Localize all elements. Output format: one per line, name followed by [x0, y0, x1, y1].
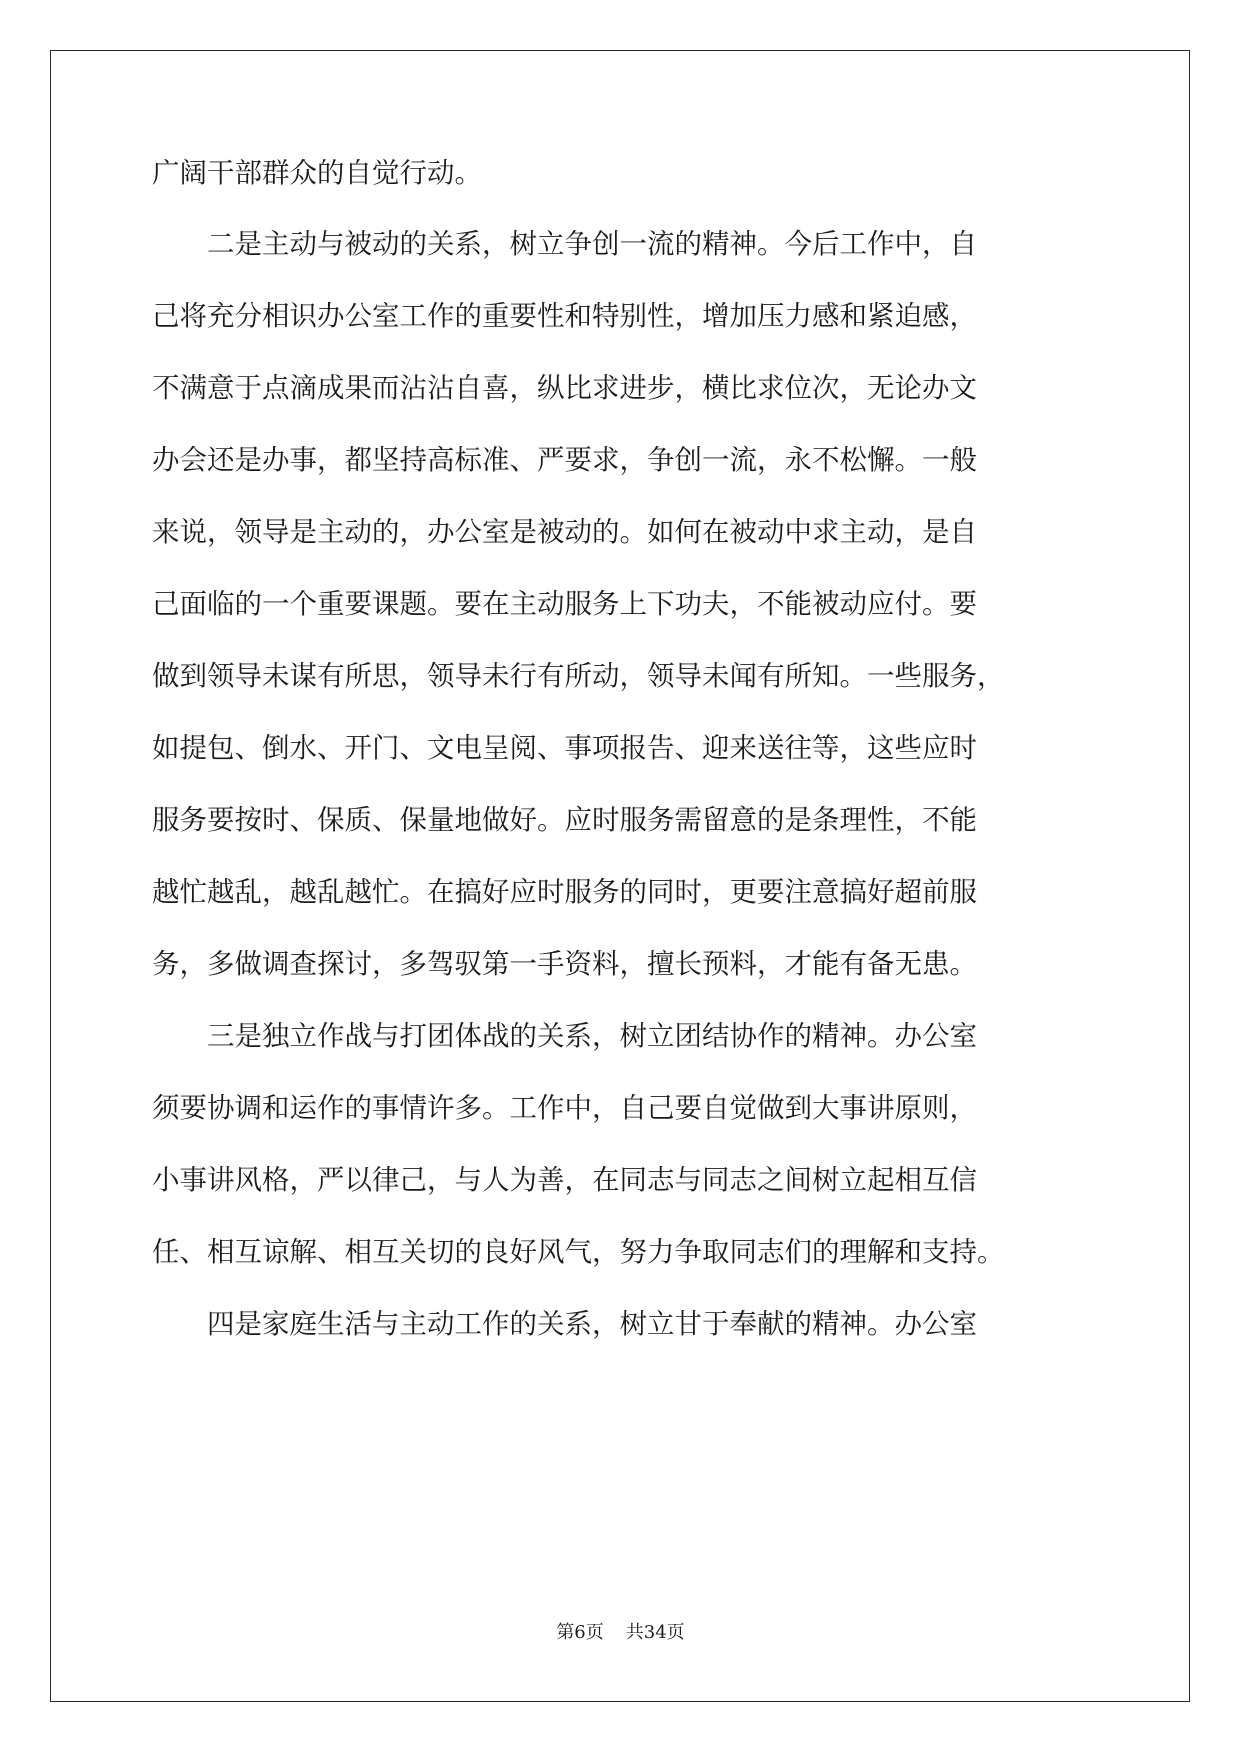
body-line: 任、相互谅解、相互关切的良好风气，努力争取同志们的理解和支持。	[152, 1236, 1005, 1268]
body-line: 服务要按时、保质、保量地做好。应时服务需留意的是条理性，不能	[152, 804, 977, 836]
body-line: 须要协调和运作的事情许多。工作中，自己要自觉做到大事讲原则，	[152, 1092, 977, 1124]
body-line: 四是家庭生活与主动工作的关系，树立甘于奉献的精神。办公室	[152, 1308, 977, 1340]
body-line: 来说，领导是主动的，办公室是被动的。如何在被动中求主动，是自	[152, 516, 977, 548]
body-line: 不满意于点滴成果而沾沾自喜，纵比求进步，横比求位次，无论办文	[152, 372, 977, 404]
body-line: 务，多做调查探讨，多驾驭第一手资料，擅长预料，才能有备无患。	[152, 948, 977, 980]
body-line: 越忙越乱，越乱越忙。在搞好应时服务的同时，更要注意搞好超前服	[152, 876, 977, 908]
page-number: 第6页	[556, 1622, 604, 1643]
body-line: 办会还是办事，都坚持高标准、严要求，争创一流，永不松懈。一般	[152, 444, 977, 476]
body-line: 小事讲风格，严以律己，与人为善，在同志与同志之间树立起相互信	[152, 1164, 977, 1196]
body-line: 广阔干部群众的自觉行动。	[152, 157, 482, 189]
body-line: 如提包、倒水、开门、文电呈阅、事项报告、迎来送往等，这些应时	[152, 732, 977, 764]
body-line: 己将充分相识办公室工作的重要性和特别性，增加压力感和紧迫感，	[152, 300, 977, 332]
page-total: 共34页	[625, 1622, 685, 1643]
body-line: 三是独立作战与打团体战的关系，树立团结协作的精神。办公室	[152, 1020, 977, 1052]
body-line: 二是主动与被动的关系，树立争创一流的精神。今后工作中，自	[152, 228, 977, 260]
page-footer	[0, 1618, 1241, 1644]
body-line: 己面临的一个重要课题。要在主动服务上下功夫，不能被动应付。要	[152, 588, 977, 620]
body-line: 做到领导未谋有所思，领导未行有所动，领导未闻有所知。一些服务，	[152, 660, 1005, 692]
